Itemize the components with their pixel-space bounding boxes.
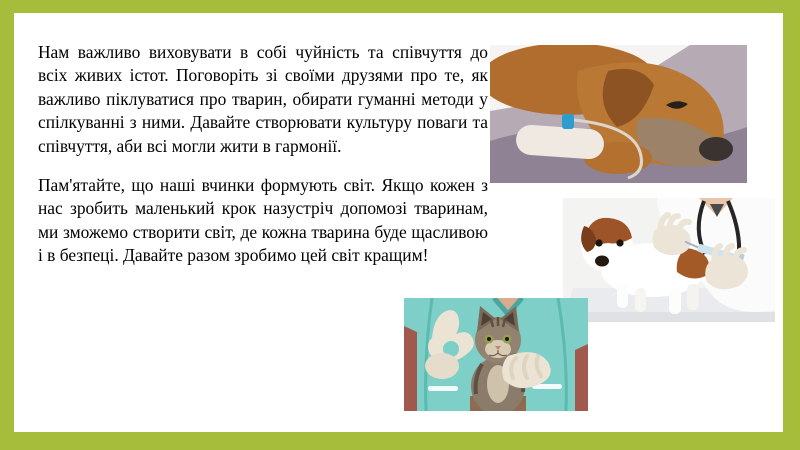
vet-kitten-illustration [404, 298, 588, 411]
sick-dog-photo [490, 45, 747, 183]
paragraph-empathy: Нам важливо виховувати в собі чуйність та співчуття до всіх живих істот. Поговоріть зі своїми друзями про те, як важливо піклуватися про тварин, обирати гуманні методи у спілкуванні з ними. Давайте створювати культуру поваги та співчуття, аби всі могли жити в гармонії. [38, 42, 488, 156]
vet-kitten-photo [404, 298, 588, 411]
slide-content-area [14, 13, 783, 432]
sick-dog-illustration [490, 45, 747, 183]
paragraph-call-to-action: Пам'ятайте, що наші вчинки формують світ. Якщо кожен з нас зробить маленький крок назустріч допомозі тваринам, ми зможемо створити світ, де кожна тварина буде щасливою і в безпеці. Давайте разом зробимо цей світ кращим! [38, 175, 488, 266]
vet-terrier-photo [563, 198, 775, 322]
vet-terrier-illustration [563, 198, 775, 322]
slide-body-text [38, 41, 488, 268]
